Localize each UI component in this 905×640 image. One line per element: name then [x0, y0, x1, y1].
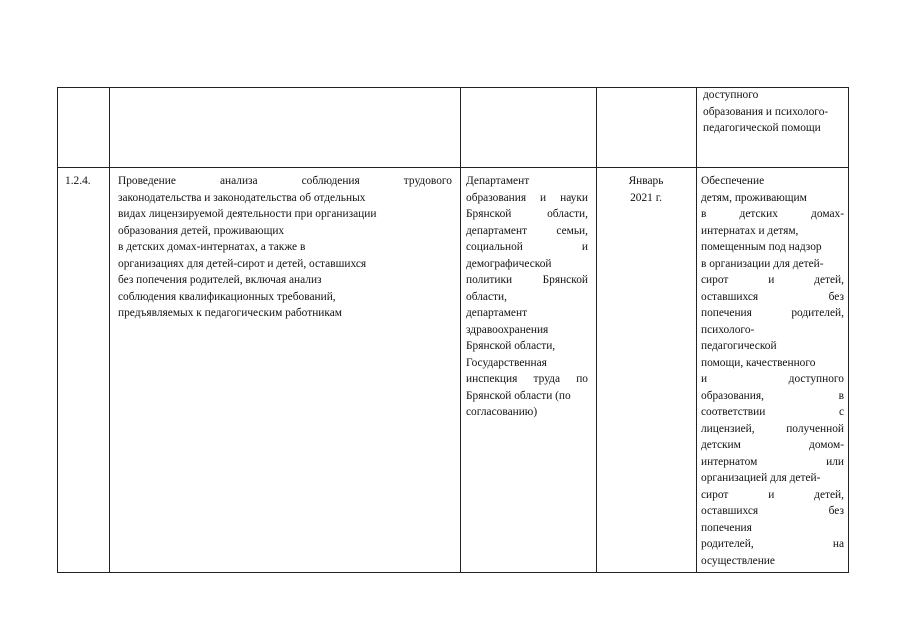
text-line: Проведение анализа соблюдения трудового	[118, 175, 452, 187]
text-line: образования, в	[701, 389, 844, 402]
text-line: здравоохранения	[466, 323, 549, 336]
text-line: политики Брянской	[466, 274, 588, 286]
row2-term-cell	[613, 173, 679, 206]
text-line: сирот и детей,	[701, 274, 844, 286]
row-divider	[58, 167, 848, 168]
text-line: в детских домах-	[701, 208, 844, 220]
text-line: в детских домах-интернатах, а также в	[118, 241, 306, 253]
text-line: доступного	[703, 89, 759, 101]
text-line: Обеспечение	[701, 175, 765, 187]
text-line: образования и науки	[466, 191, 588, 204]
text-line: соответствии с	[701, 406, 844, 418]
text-line: инспекция труда по	[466, 373, 588, 385]
text-line: помещенным под надзор	[701, 241, 822, 253]
column-divider	[696, 88, 697, 572]
text-line: педагогической	[701, 340, 777, 352]
text-line: демографической	[466, 257, 552, 270]
text-line: детским домом-	[701, 439, 844, 451]
column-divider	[596, 88, 597, 572]
text-line: образования детей, проживающих	[118, 224, 285, 237]
text-line: организацией для детей-	[701, 472, 821, 484]
text-line: законодательства и законодательства об отдельных	[118, 191, 366, 204]
plan-table	[57, 87, 849, 573]
text-line: психолого-	[701, 323, 755, 336]
text-line: предъявляемых к педагогическим работникам	[118, 307, 343, 319]
text-line: оставшихся без	[701, 290, 844, 303]
text-line: Брянской области (по	[466, 389, 571, 402]
text-line: родителей, на	[701, 538, 844, 550]
text-line: области,	[466, 290, 507, 303]
row2-number-cell	[65, 173, 91, 190]
text-line: департамент	[466, 307, 528, 319]
text-line: лицензией, полученной	[701, 422, 844, 435]
row2-result-cell	[701, 173, 844, 569]
column-divider	[109, 88, 110, 572]
text-line: департамент семьи,	[466, 224, 588, 237]
text-line: педагогической помощи	[703, 122, 821, 134]
text-line: Департамент	[466, 175, 530, 187]
text-line: Брянской области,	[466, 340, 556, 352]
text-line: согласованию)	[466, 406, 538, 418]
row2-executor-cell	[466, 173, 588, 421]
text-line: в организации для детей-	[701, 257, 824, 270]
text-line: интернатом или	[701, 455, 844, 468]
text-line: попечения родителей,	[701, 307, 844, 319]
text-line: детям, проживающим	[701, 191, 807, 204]
text-line: оставшихся без	[701, 505, 844, 517]
text-line: сирот и детей,	[701, 488, 844, 501]
text-line: соблюдения квалификационных требований,	[118, 290, 336, 303]
text-line: Государственная	[466, 356, 547, 369]
text-line: видах лицензируемой деятельности при организации	[118, 208, 377, 220]
text-line: образования и психолого-	[703, 105, 829, 118]
text-line: осуществление	[701, 554, 775, 567]
text-line: 2021 г.	[630, 191, 662, 204]
text-line: социальной и	[466, 241, 588, 253]
text-line: и доступного	[701, 373, 844, 385]
text-line: помощи, качественного	[701, 356, 816, 369]
text-line: попечения	[701, 521, 752, 534]
row1-result-cell	[703, 87, 843, 137]
text-line: организациях для детей-сирот и детей, оставшихся	[118, 257, 367, 270]
text-line: без попечения родителей, включая анализ	[118, 274, 322, 286]
text-line: Январь	[628, 175, 664, 187]
text-line: Брянской области,	[466, 208, 588, 220]
item-number: 1.2.4.	[65, 175, 91, 187]
column-divider	[460, 88, 461, 572]
text-line: интернатах и детям,	[701, 224, 799, 237]
row2-measure-cell	[118, 173, 452, 322]
